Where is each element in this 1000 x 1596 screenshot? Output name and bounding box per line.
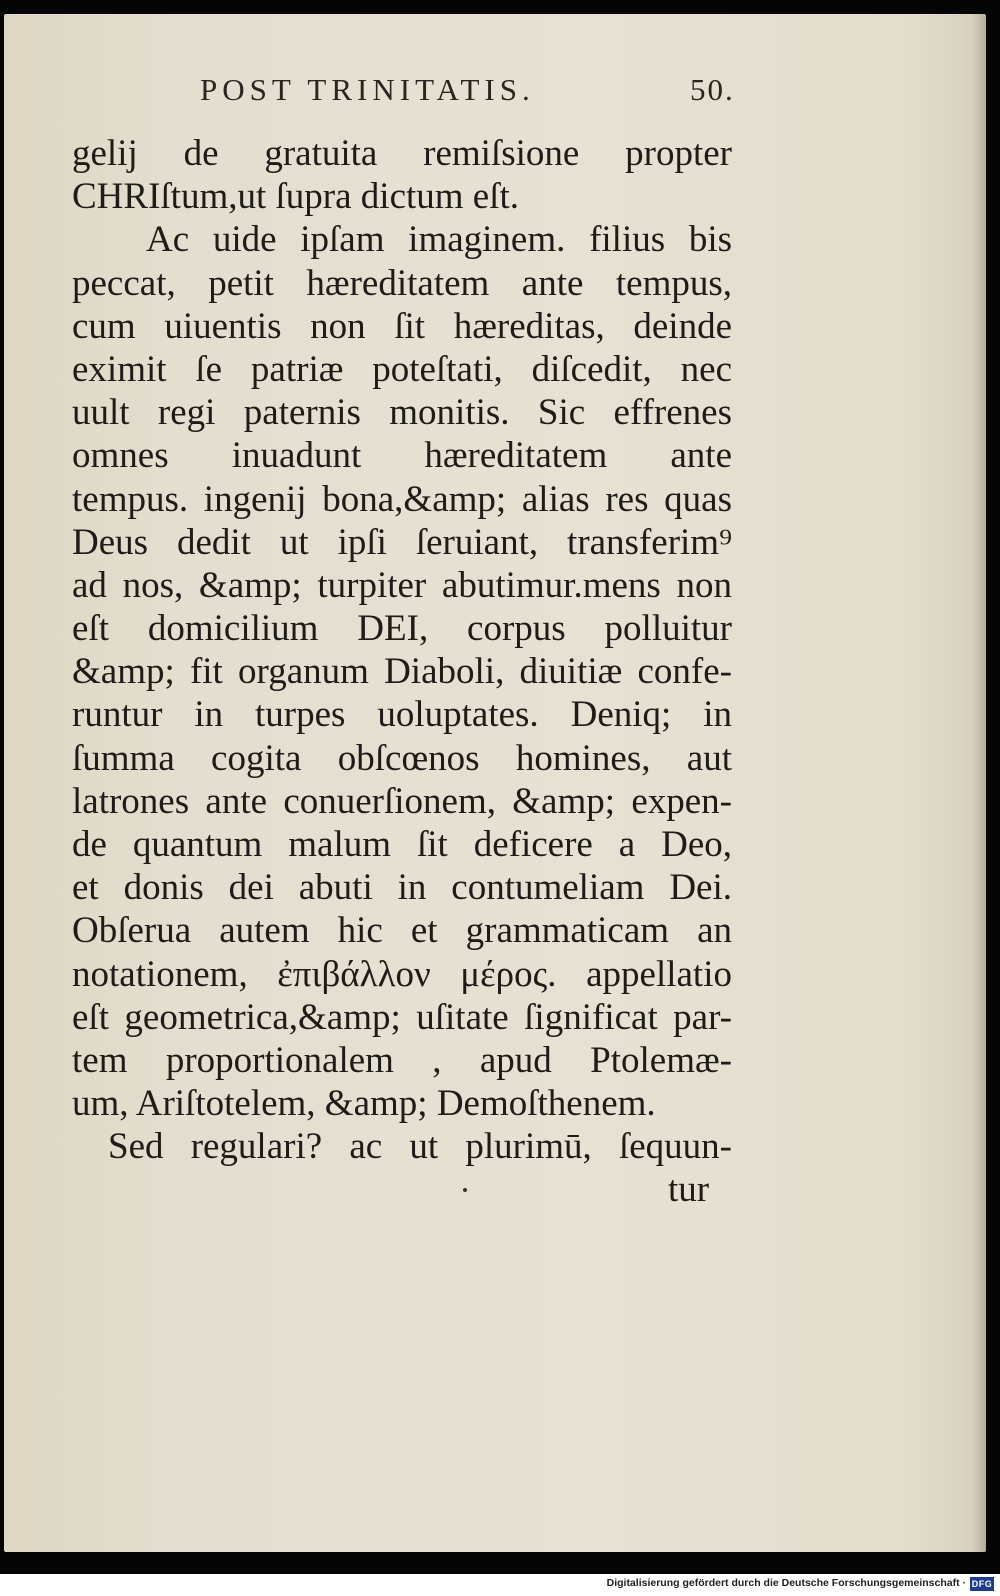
footer-credit: Digitalisierung gefördert durch die Deutsche Forschungsgemeinschaft · <box>606 1577 966 1589</box>
catchword: tur <box>668 1169 710 1210</box>
text-line: latrones ante conuerſionem, &amp; expen- <box>72 780 732 822</box>
text-line: gelij de gratuita remiſsione propter <box>72 133 732 174</box>
text-line: tempus. ingenij bona,&amp; alias res quas <box>72 478 732 520</box>
text-line: de quantum malum ſit deficere a Deo, <box>72 824 732 865</box>
text-line: eſt domicilium DEI, corpus polluitur <box>72 608 732 650</box>
text-line: ſumma cogita obſcœnos homines, aut <box>72 737 732 779</box>
text-line: et donis dei abuti in contumeliam Dei. <box>72 867 732 909</box>
text-block <box>72 132 732 1169</box>
text-line: Deus dedit ut ipſi ſeruiant, transferim⁹ <box>72 521 732 563</box>
page-edge-shadow <box>972 14 986 1552</box>
folio-number: 50. <box>690 72 735 107</box>
dfg-logo-icon: DFG <box>971 1579 993 1589</box>
text-line: um, Ariſtotelem, &amp; Demoſthenem. <box>72 1083 656 1125</box>
text-line: eſt geometrica,&amp; uſitate ſignificat par- <box>72 996 732 1038</box>
text-line: uult regi paternis monitis. Sic effrenes <box>72 392 732 434</box>
text-line: omnes inuadunt hæreditatem ante <box>72 435 732 477</box>
text-line: Ac uide ipſam imaginem. filius bis <box>146 219 732 261</box>
text-line: tem proportionalem , apud Ptolemæ- <box>72 1039 732 1081</box>
text-line: notationem, ἐπιβάλλον μέρος. appellatio <box>72 953 732 995</box>
ink-dot <box>463 1188 467 1192</box>
text-line: Obſerua autem hic et grammaticam an <box>72 910 732 952</box>
running-head: POST TRINITATIS. <box>200 72 535 107</box>
text-line: cum uiuentis non ſit hæreditas, deinde <box>72 305 732 347</box>
text-line: ad nos, &amp; turpiter abutimur.mens non <box>72 564 732 606</box>
text-line: CHRIſtum,ut ſupra dictum eſt. <box>72 176 520 218</box>
text-line: peccat, petit hæreditatem ante tempus, <box>72 262 732 304</box>
text-line: eximit ſe patriæ poteſtati, diſcedit, nec <box>72 348 732 390</box>
text-line: Sed regulari? ac ut plurimū, ſequun- <box>108 1126 732 1168</box>
text-line: runtur in turpes uoluptates. Deniq; in <box>72 694 732 736</box>
text-line: &amp; fit organum Diaboli, diuitiæ confe- <box>72 651 732 693</box>
